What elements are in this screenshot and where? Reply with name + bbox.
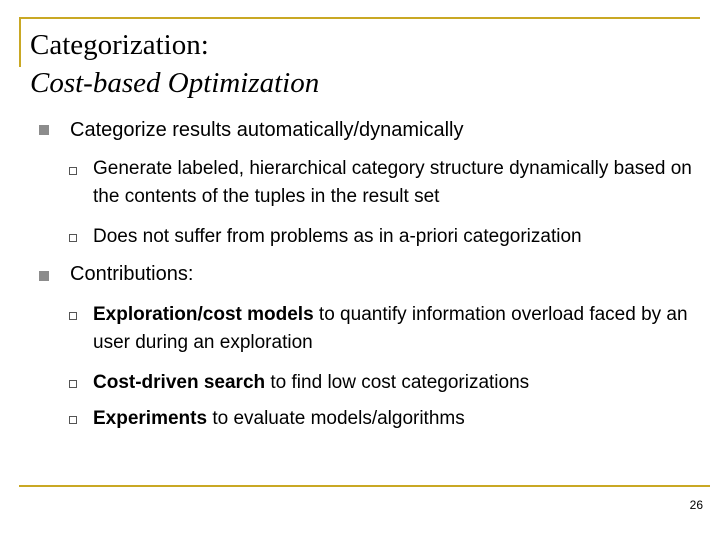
title-line-1: Categorization: xyxy=(30,29,209,61)
hollow-square-bullet-icon xyxy=(69,167,77,175)
bullet-text: Contributions: xyxy=(70,263,194,285)
square-bullet-icon xyxy=(39,125,49,135)
hollow-square-bullet-icon xyxy=(69,416,77,424)
sub-bullet-plain: to evaluate models/algorithms xyxy=(207,408,465,429)
sub-bullet-plain: Generate labeled, hierarchical category structure dynamically based on the contents of the tuples in the result set xyxy=(93,158,692,207)
sub-bullet-text xyxy=(93,405,703,433)
sub-bullet-bold: Cost-driven search xyxy=(93,372,266,393)
sub-bullet-text xyxy=(93,369,703,397)
sub-bullet-plain: to quantify information overload faced by an user during an exploration xyxy=(93,304,688,353)
sub-bullet-bold: Exploration/cost models xyxy=(93,304,314,325)
sub-bullet-plain: to find low cost categorizations xyxy=(265,372,530,393)
title-frame-left-rule xyxy=(19,17,21,67)
sub-bullet-text xyxy=(93,301,703,357)
sub-bullet-text xyxy=(93,223,703,251)
page-number: 26 xyxy=(689,498,703,512)
sub-bullet-text xyxy=(93,155,703,211)
sub-bullet-plain: Does not suffer from problems as in a-priori categorization xyxy=(93,226,582,247)
sub-bullet-bold: Experiments xyxy=(93,408,208,429)
hollow-square-bullet-icon xyxy=(69,234,77,242)
title-frame-top-rule xyxy=(19,17,700,19)
footer-rule xyxy=(19,485,710,487)
bullet-text: Categorize results automatically/dynamically xyxy=(70,119,464,141)
square-bullet-icon xyxy=(39,271,49,281)
hollow-square-bullet-icon xyxy=(69,380,77,388)
slide-title xyxy=(30,26,700,103)
title-line-2: Cost-based Optimization xyxy=(30,67,320,100)
hollow-square-bullet-icon xyxy=(69,312,77,320)
